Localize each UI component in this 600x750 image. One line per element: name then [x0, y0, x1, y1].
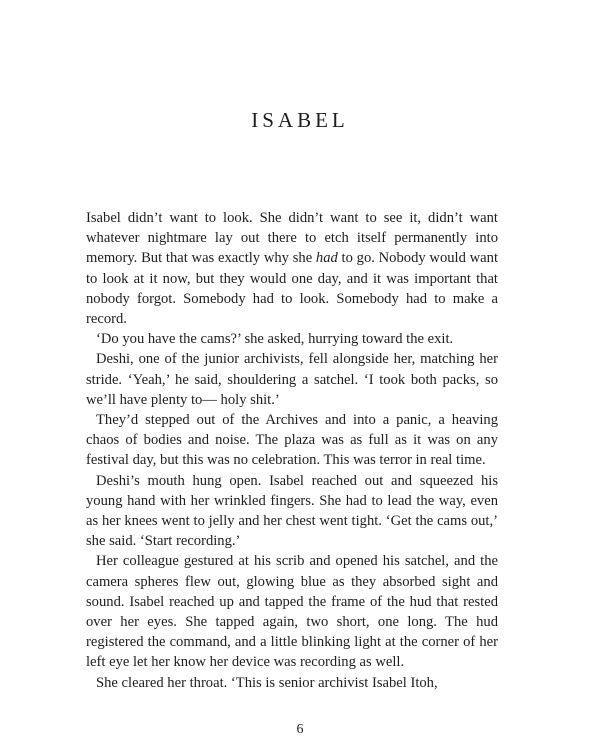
text-segment: to go. Nobody would want to look at it now, but they would one day, and it was important that nobody forgot. Somebody had to look. Somebody had to make a record.: [86, 250, 498, 328]
paragraph-p1: [86, 208, 498, 329]
text-segment: She cleared her throat. ‘This is senior archivist Isabel Itoh,: [96, 674, 438, 691]
text-segment: Her colleague gestured at his scrib and opened his satchel, and the camera spheres flew out, glowing blue as they absorbed sight and sound. Isabel reached up and tapped the frame of the hud that rested over her eyes. She tapped again, two short, one long. The hud registered the command, and a little blinking light at the corner of her left eye let her know her device was recording as well.: [86, 553, 498, 671]
text-segment: ‘Do you have the cams?’ she asked, hurrying toward the exit.: [96, 331, 454, 348]
paragraph-p5: [86, 471, 498, 552]
text-segment: Deshi’s mouth hung open. Isabel reached out and squeezed his young hand with her wrinkled fingers. She had to lead the way, even as her knees went to jelly and her chest went tight. ‘Get the cams out,’ she said. ‘Start recording.’: [86, 472, 498, 550]
text-segment: They’d stepped out of the Archives and into a panic, a heaving chaos of bodies and noise. The plaza was as full as it was on any festival day, but this was no celebration. This was terror in real time.: [86, 412, 498, 469]
emphasis-text: had: [315, 250, 338, 267]
paragraph-p7: [86, 673, 498, 693]
text-segment: Isabel didn’t want to look. She didn’t want to see it, didn’t want whatever nightmare lay out there to etch itself permanently into memory. But that was exactly why she: [86, 210, 498, 267]
paragraph-p2: [86, 329, 498, 349]
page-number: 6: [296, 722, 304, 737]
text-segment: Deshi, one of the junior archivists, fell alongside her, matching her stride. ‘Yeah,’ he said, shouldering a satchel. ‘I took both packs, so we’ll have plenty to— holy shit.’: [86, 351, 498, 408]
paragraph-p4: [86, 410, 498, 471]
paragraph-p3: [86, 349, 498, 410]
chapter-title: ISABEL: [251, 108, 349, 132]
body-text: [86, 208, 498, 693]
paragraph-p6: [86, 551, 498, 672]
